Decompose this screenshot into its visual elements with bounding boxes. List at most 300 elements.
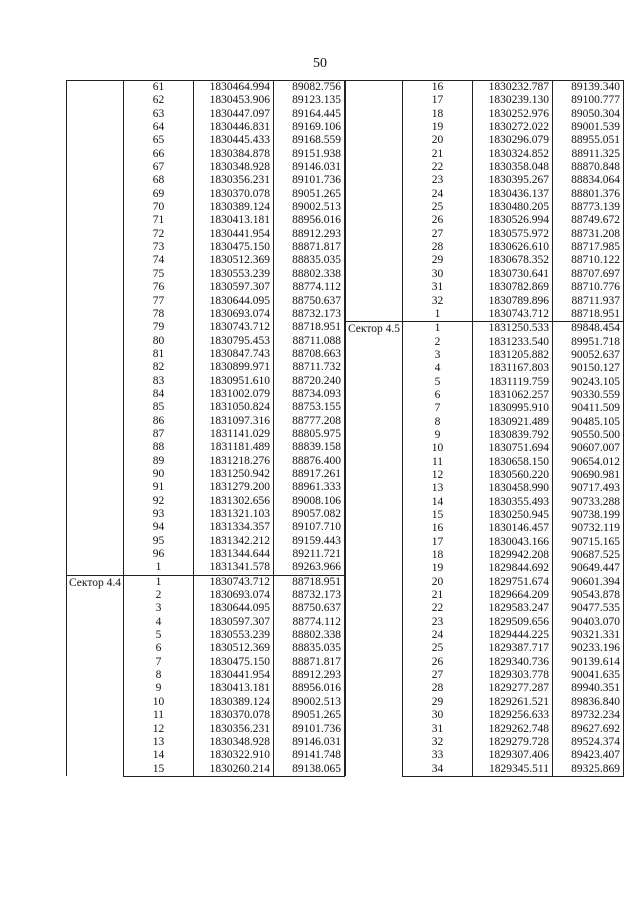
coord-y: 90690.981 — [552, 469, 623, 482]
coord-y: 89008.106 — [273, 495, 344, 508]
coord-x: 1830445.433 — [193, 134, 273, 147]
point-number: 2 — [123, 589, 193, 602]
point-number: 78 — [123, 308, 193, 321]
coord-x: 1831218.276 — [193, 455, 273, 468]
coord-x: 1829261.521 — [472, 696, 552, 709]
point-number: 33 — [402, 749, 472, 762]
coord-y: 88708.663 — [273, 348, 344, 361]
coord-y: 89263.966 — [273, 561, 344, 575]
point-number: 3 — [123, 602, 193, 615]
point-number: 4 — [402, 362, 472, 375]
point-number: 92 — [123, 495, 193, 508]
coord-x: 1830730.641 — [472, 268, 552, 281]
coord-x: 1830384.878 — [193, 148, 273, 161]
coord-y: 90738.199 — [552, 509, 623, 522]
point-number: 83 — [123, 375, 193, 388]
coord-x: 1830526.994 — [472, 214, 552, 227]
coord-y: 88711.732 — [273, 361, 344, 374]
coord-x: 1830995.910 — [472, 402, 552, 415]
coord-y: 88710.776 — [552, 281, 623, 294]
point-number: 14 — [123, 749, 193, 762]
point-number: 87 — [123, 428, 193, 441]
coord-x: 1830043.166 — [472, 536, 552, 549]
coord-x: 1830356.231 — [193, 174, 273, 187]
coord-x: 1830795.453 — [193, 335, 273, 348]
point-number: 19 — [402, 121, 472, 134]
coord-y: 88731.208 — [552, 228, 623, 241]
point-number: 66 — [123, 148, 193, 161]
coord-x: 1831250.533 — [472, 322, 552, 336]
coord-x: 1830441.954 — [193, 669, 273, 682]
coord-y: 90139.614 — [552, 656, 623, 669]
point-number: 25 — [402, 201, 472, 214]
coord-y: 90052.637 — [552, 349, 623, 362]
point-number: 2 — [402, 336, 472, 349]
coord-x: 1829262.748 — [472, 723, 552, 736]
coord-y: 88710.122 — [552, 254, 623, 267]
point-number: 21 — [402, 589, 472, 602]
point-number: 10 — [123, 696, 193, 709]
coord-y: 88956.016 — [273, 214, 344, 227]
coord-y: 89051.265 — [273, 709, 344, 722]
point-number: 30 — [402, 268, 472, 281]
coord-x: 1829509.656 — [472, 616, 552, 629]
coord-x: 1830678.352 — [472, 254, 552, 267]
coord-y: 88750.637 — [273, 295, 344, 308]
point-number: 6 — [123, 642, 193, 655]
coord-y: 88732.173 — [273, 308, 344, 321]
coord-y: 89146.031 — [273, 161, 344, 174]
coord-x: 1830358.048 — [472, 161, 552, 174]
point-number: 29 — [402, 696, 472, 709]
point-number: 32 — [402, 295, 472, 308]
coord-x: 1831341.578 — [193, 561, 273, 575]
coord-y: 89732.234 — [552, 709, 623, 722]
coord-x: 1830458.990 — [472, 482, 552, 495]
point-number: 68 — [123, 174, 193, 187]
point-number: 85 — [123, 401, 193, 414]
point-number: 29 — [402, 254, 472, 267]
point-number: 70 — [123, 201, 193, 214]
coord-y: 90233.196 — [552, 642, 623, 655]
point-number: 5 — [402, 376, 472, 389]
coord-x: 1830644.095 — [193, 602, 273, 615]
coord-y: 88839.158 — [273, 441, 344, 454]
coord-x: 1830413.181 — [193, 682, 273, 695]
coord-x: 1830847.743 — [193, 348, 273, 361]
point-number: 10 — [402, 442, 472, 455]
point-number: 24 — [402, 188, 472, 201]
point-number: 81 — [123, 348, 193, 361]
coord-x: 1830322.910 — [193, 749, 273, 762]
point-number: 22 — [402, 602, 472, 615]
coord-y: 89082.756 — [273, 81, 344, 95]
coord-y: 89107.710 — [273, 521, 344, 534]
point-number: 6 — [402, 389, 472, 402]
coord-y: 88753.155 — [273, 401, 344, 414]
coord-y: 90477.535 — [552, 602, 623, 615]
point-number: 96 — [123, 548, 193, 561]
coord-x: 1830693.074 — [193, 308, 273, 321]
coord-y: 88805.975 — [273, 428, 344, 441]
point-number: 89 — [123, 455, 193, 468]
point-number: 20 — [402, 576, 472, 589]
coord-y: 88870.848 — [552, 161, 623, 174]
coord-y: 90733.288 — [552, 496, 623, 509]
point-number: 75 — [123, 268, 193, 281]
point-number: 16 — [402, 81, 472, 95]
coord-x: 1829844.692 — [472, 562, 552, 575]
coord-x: 1831205.882 — [472, 349, 552, 362]
coord-x: 1829444.225 — [472, 629, 552, 642]
point-number: 4 — [123, 616, 193, 629]
coord-x: 1830395.267 — [472, 174, 552, 187]
point-number: 9 — [402, 429, 472, 442]
point-number: 34 — [402, 763, 472, 777]
coord-y: 88711.088 — [273, 335, 344, 348]
coord-y: 90243.105 — [552, 376, 623, 389]
point-number: 7 — [402, 402, 472, 415]
coord-x: 1830751.694 — [472, 442, 552, 455]
coord-y: 90403.070 — [552, 616, 623, 629]
coord-y: 89050.304 — [552, 108, 623, 121]
coord-y: 89139.340 — [552, 81, 623, 95]
coord-y: 88718.951 — [273, 321, 344, 334]
point-number: 26 — [402, 214, 472, 227]
coord-x: 1830480.205 — [472, 201, 552, 214]
coord-y: 89211.721 — [273, 548, 344, 561]
coord-y: 88876.400 — [273, 455, 344, 468]
coord-y: 89146.031 — [273, 736, 344, 749]
coord-y: 89151.938 — [273, 148, 344, 161]
coord-x: 1830597.307 — [193, 281, 273, 294]
coord-y: 90041.635 — [552, 669, 623, 682]
point-number: 14 — [402, 496, 472, 509]
coord-y: 90550.500 — [552, 429, 623, 442]
coord-y: 89101.736 — [273, 174, 344, 187]
coord-x: 1830693.074 — [193, 589, 273, 602]
coord-x: 1831321.103 — [193, 508, 273, 521]
coord-y: 88711.937 — [552, 295, 623, 308]
point-number: 90 — [123, 468, 193, 481]
point-number: 19 — [402, 562, 472, 575]
point-number: 26 — [402, 656, 472, 669]
coord-x: 1830355.493 — [472, 496, 552, 509]
coord-y: 88774.112 — [273, 281, 344, 294]
point-number: 30 — [402, 709, 472, 722]
coord-x: 1831302.656 — [193, 495, 273, 508]
coord-y: 89001.539 — [552, 121, 623, 134]
coord-x: 1830839.792 — [472, 429, 552, 442]
coord-y: 89101.736 — [273, 723, 344, 736]
point-number: 1 — [402, 308, 472, 322]
coord-y: 90654.012 — [552, 456, 623, 469]
coordinates-table-left — [66, 80, 345, 777]
point-number: 13 — [123, 736, 193, 749]
coord-y: 90715.165 — [552, 536, 623, 549]
coord-x: 1830252.976 — [472, 108, 552, 121]
table-row — [346, 322, 624, 336]
coord-x: 1831342.212 — [193, 535, 273, 548]
coord-x: 1829279.728 — [472, 736, 552, 749]
coord-x: 1830370.078 — [193, 709, 273, 722]
coord-x: 1830324.852 — [472, 148, 552, 161]
coord-x: 1830441.954 — [193, 228, 273, 241]
coord-y: 89164.445 — [273, 108, 344, 121]
coord-y: 90150.127 — [552, 362, 623, 375]
point-number: 25 — [402, 642, 472, 655]
coordinates-table-right — [345, 80, 624, 777]
point-number: 7 — [123, 656, 193, 669]
coord-y: 89423.407 — [552, 749, 623, 762]
coord-x: 1829345.511 — [472, 763, 552, 777]
point-number: 18 — [402, 549, 472, 562]
coord-y: 89002.513 — [273, 696, 344, 709]
coord-y: 89627.692 — [552, 723, 623, 736]
coord-y: 90330.559 — [552, 389, 623, 402]
coord-x: 1830553.239 — [193, 268, 273, 281]
coord-x: 1830146.457 — [472, 522, 552, 535]
table-row — [67, 81, 345, 95]
table-row — [346, 81, 624, 95]
coord-x: 1829303.778 — [472, 669, 552, 682]
point-number: 94 — [123, 521, 193, 534]
point-number: 91 — [123, 481, 193, 494]
coord-y: 89951.718 — [552, 336, 623, 349]
coord-x: 1830447.097 — [193, 108, 273, 121]
point-number: 28 — [402, 682, 472, 695]
coord-y: 88749.672 — [552, 214, 623, 227]
coord-y: 90543.878 — [552, 589, 623, 602]
coord-x: 1830658.150 — [472, 456, 552, 469]
point-number: 17 — [402, 94, 472, 107]
coord-y: 88835.035 — [273, 642, 344, 655]
coord-x: 1830370.078 — [193, 188, 273, 201]
coord-y: 90411.509 — [552, 402, 623, 415]
coord-x: 1830575.972 — [472, 228, 552, 241]
coord-y: 88961.333 — [273, 481, 344, 494]
coord-y: 88834.064 — [552, 174, 623, 187]
coord-x: 1830389.124 — [193, 201, 273, 214]
coord-y: 89524.374 — [552, 736, 623, 749]
coord-y: 89138.065 — [273, 763, 344, 777]
point-number: 20 — [402, 134, 472, 147]
point-number: 24 — [402, 629, 472, 642]
coord-x: 1830597.307 — [193, 616, 273, 629]
point-number: 31 — [402, 723, 472, 736]
point-number: 1 — [123, 561, 193, 575]
coord-x: 1831167.803 — [472, 362, 552, 375]
coord-y: 89123.135 — [273, 94, 344, 107]
coord-y: 88917.261 — [273, 468, 344, 481]
point-number: 73 — [123, 241, 193, 254]
coord-x: 1830560.220 — [472, 469, 552, 482]
coord-y: 89940.351 — [552, 682, 623, 695]
coord-x: 1830644.095 — [193, 295, 273, 308]
coord-x: 1831002.079 — [193, 388, 273, 401]
coord-x: 1829751.674 — [472, 576, 552, 589]
sector-label: Сектор 4.4 — [67, 575, 124, 776]
coord-y: 88802.338 — [273, 268, 344, 281]
point-number: 76 — [123, 281, 193, 294]
coord-x: 1829307.406 — [472, 749, 552, 762]
coord-y: 89169.106 — [273, 121, 344, 134]
point-number: 27 — [402, 228, 472, 241]
coord-x: 1830951.610 — [193, 375, 273, 388]
point-number: 74 — [123, 254, 193, 267]
coord-y: 90485.105 — [552, 416, 623, 429]
coord-x: 1830512.369 — [193, 254, 273, 267]
coord-y: 90687.525 — [552, 549, 623, 562]
point-number: 61 — [123, 81, 193, 95]
point-number: 88 — [123, 441, 193, 454]
coord-x: 1831250.942 — [193, 468, 273, 481]
point-number: 86 — [123, 415, 193, 428]
point-number: 12 — [402, 469, 472, 482]
coord-y: 88773.139 — [552, 201, 623, 214]
coord-x: 1829340.736 — [472, 656, 552, 669]
point-number: 28 — [402, 241, 472, 254]
sector-label: Сектор 4.5 — [346, 322, 403, 777]
coord-y: 88734.093 — [273, 388, 344, 401]
point-number: 23 — [402, 616, 472, 629]
coord-y: 88777.208 — [273, 415, 344, 428]
coord-y: 90321.331 — [552, 629, 623, 642]
coord-y: 90717.493 — [552, 482, 623, 495]
coord-x: 1831334.357 — [193, 521, 273, 534]
coord-x: 1830348.928 — [193, 736, 273, 749]
coord-x: 1831097.316 — [193, 415, 273, 428]
coord-x: 1829664.209 — [472, 589, 552, 602]
coord-x: 1831344.644 — [193, 548, 273, 561]
coord-x: 1831279.200 — [193, 481, 273, 494]
point-number: 12 — [123, 723, 193, 736]
coord-x: 1830475.150 — [193, 656, 273, 669]
point-number: 65 — [123, 134, 193, 147]
coord-y: 90732.119 — [552, 522, 623, 535]
point-number: 93 — [123, 508, 193, 521]
coord-y: 88871.817 — [273, 241, 344, 254]
coord-x: 1830356.231 — [193, 723, 273, 736]
point-number: 8 — [402, 416, 472, 429]
point-number: 15 — [402, 509, 472, 522]
point-number: 82 — [123, 361, 193, 374]
coord-x: 1830296.079 — [472, 134, 552, 147]
point-number: 79 — [123, 321, 193, 334]
coord-y: 90649.447 — [552, 562, 623, 575]
coord-x: 1830260.214 — [193, 763, 273, 777]
point-number: 17 — [402, 536, 472, 549]
point-number: 27 — [402, 669, 472, 682]
coord-y: 88802.338 — [273, 629, 344, 642]
coord-x: 1830348.928 — [193, 161, 273, 174]
coord-y: 88774.112 — [273, 616, 344, 629]
coord-y: 89168.559 — [273, 134, 344, 147]
table-body-right — [346, 81, 624, 777]
coord-y: 90607.007 — [552, 442, 623, 455]
point-number: 16 — [402, 522, 472, 535]
coord-x: 1830475.150 — [193, 241, 273, 254]
coord-y: 89848.454 — [552, 322, 623, 336]
coord-y: 89057.082 — [273, 508, 344, 521]
coord-x: 1829942.208 — [472, 549, 552, 562]
table-body-left — [67, 81, 345, 777]
coord-x: 1830464.994 — [193, 81, 273, 95]
coord-y: 88835.035 — [273, 254, 344, 267]
point-number: 5 — [123, 629, 193, 642]
coord-x: 1831119.759 — [472, 376, 552, 389]
coord-x: 1830899.971 — [193, 361, 273, 374]
coord-y: 89051.265 — [273, 188, 344, 201]
coord-y: 88871.817 — [273, 656, 344, 669]
coord-y: 88912.293 — [273, 228, 344, 241]
coord-x: 1830626.610 — [472, 241, 552, 254]
point-number: 15 — [123, 763, 193, 777]
coord-y: 88718.951 — [273, 575, 344, 589]
coord-x: 1830743.712 — [472, 308, 552, 322]
coord-x: 1829256.633 — [472, 709, 552, 722]
point-number: 13 — [402, 482, 472, 495]
coord-y: 89836.840 — [552, 696, 623, 709]
coord-x: 1829277.287 — [472, 682, 552, 695]
point-number: 3 — [402, 349, 472, 362]
point-number: 31 — [402, 281, 472, 294]
coord-x: 1831062.257 — [472, 389, 552, 402]
point-number: 1 — [402, 322, 472, 336]
point-number: 18 — [402, 108, 472, 121]
coord-y: 88801.376 — [552, 188, 623, 201]
point-number: 77 — [123, 295, 193, 308]
coord-y: 88912.293 — [273, 669, 344, 682]
point-number: 63 — [123, 108, 193, 121]
coord-x: 1830272.022 — [472, 121, 552, 134]
point-number: 8 — [123, 669, 193, 682]
point-number: 80 — [123, 335, 193, 348]
coord-x: 1830512.369 — [193, 642, 273, 655]
coord-y: 89159.443 — [273, 535, 344, 548]
coord-x: 1830389.124 — [193, 696, 273, 709]
coord-y: 88720.240 — [273, 375, 344, 388]
coord-x: 1830232.787 — [472, 81, 552, 95]
coord-x: 1830250.945 — [472, 509, 552, 522]
coord-x: 1830789.896 — [472, 295, 552, 308]
point-number: 11 — [123, 709, 193, 722]
coord-y: 89100.777 — [552, 94, 623, 107]
point-number: 71 — [123, 214, 193, 227]
coord-y: 90601.394 — [552, 576, 623, 589]
point-number: 62 — [123, 94, 193, 107]
coord-y: 88717.985 — [552, 241, 623, 254]
sector-label — [346, 81, 403, 322]
coord-y: 88732.173 — [273, 589, 344, 602]
coord-y: 89002.513 — [273, 201, 344, 214]
coord-y: 89325.869 — [552, 763, 623, 777]
coord-y: 89141.748 — [273, 749, 344, 762]
coord-y: 88707.697 — [552, 268, 623, 281]
point-number: 69 — [123, 188, 193, 201]
point-number: 67 — [123, 161, 193, 174]
point-number: 95 — [123, 535, 193, 548]
sector-label — [67, 81, 124, 576]
coord-x: 1830239.130 — [472, 94, 552, 107]
coord-y: 88718.951 — [552, 308, 623, 322]
point-number: 22 — [402, 161, 472, 174]
coord-x: 1830921.489 — [472, 416, 552, 429]
coord-x: 1829387.717 — [472, 642, 552, 655]
point-number: 72 — [123, 228, 193, 241]
page-number: 50 — [313, 56, 327, 71]
coord-x: 1831181.489 — [193, 441, 273, 454]
